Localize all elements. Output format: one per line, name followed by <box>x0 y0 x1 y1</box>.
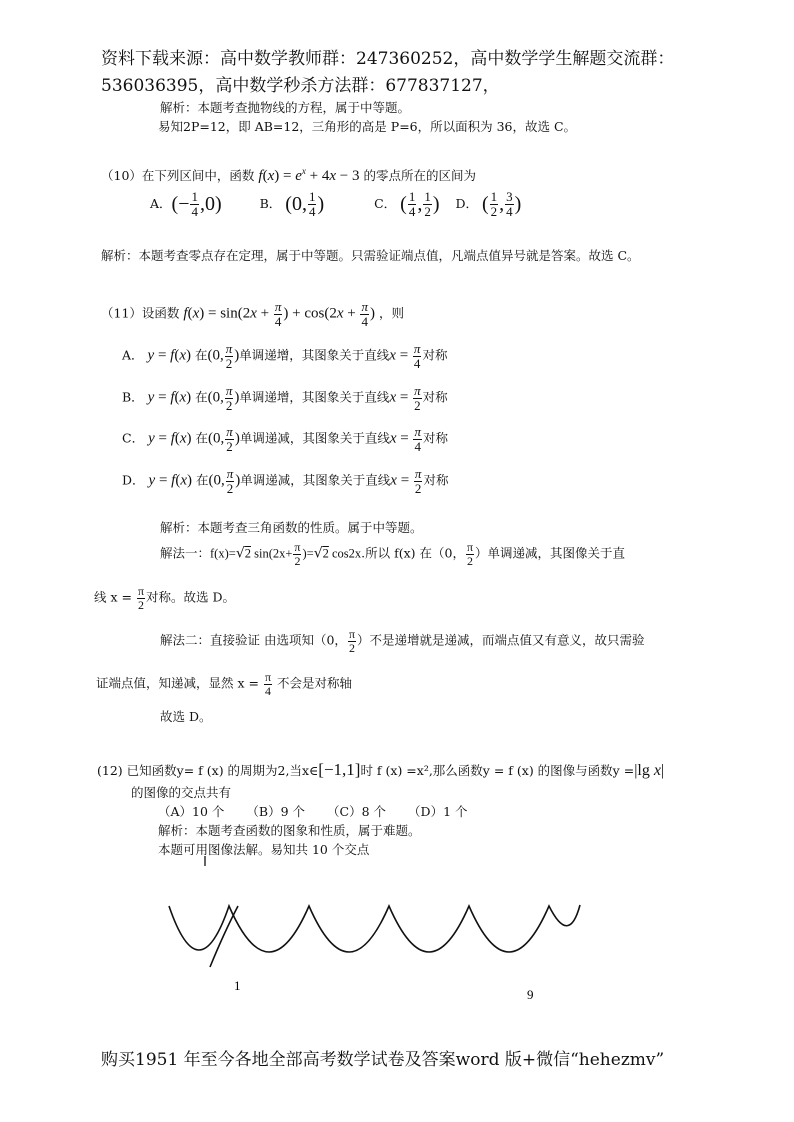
q11-option-d: D． y = f(x) 在(0, $\frac{\pi}{2}$ )单调递减，其图象关于直线x = $\frac{\pi}{2}$ 对称 <box>122 466 449 496</box>
q11-analysis: 解析：本题考查三角函数的性质。属于中等题。 <box>160 520 423 535</box>
q10-option-b: B． (0, $\frac{1}{4}$ ) <box>259 189 325 219</box>
q10-analysis: 解析：本题考查零点存在定理，属于中等题。只需验证端点值，凡端点值异号就是答案。故选 C。 <box>101 248 640 263</box>
q11-number: （11） <box>101 305 142 321</box>
q12-stem-line-2: 的图像的交点共有 <box>131 785 232 800</box>
footer-note: 购买1951 年至今各地全部高考数学试卷及答案word 版+微信“hehezmv” <box>101 1050 665 1070</box>
header-line-2: 536036395，高中数学秒杀方法群：677837127， <box>101 76 500 96</box>
q11-stem-post: ，则 <box>378 305 404 321</box>
q10-number: （10） <box>101 168 142 183</box>
q11-method-2: 解法二：直接验证 由选项知（0， $\frac{\pi}{2}$ ）不是递增就是递减，而端点值又有意义，故只需验 <box>160 627 645 655</box>
q12-option-b: （B）9 个 <box>246 804 306 819</box>
q12-analysis-2: 本题可用图像法解。易知共 10 个交点 <box>158 842 370 857</box>
q12-option-d: （D）1 个 <box>408 804 468 819</box>
q12-analysis-1: 解析：本题考查函数的图象和性质，属于难题。 <box>158 823 421 838</box>
q12-stem: (12) 已知函数y= f (x) 的周期为2,当x∈[−1,1]时 f (x) =x²,那么函数y = f (x) 的图像与函数y =|lg x| <box>97 760 665 779</box>
q10-option-c: C． ( $\frac{1}{4}$ , $\frac{1}{2}$ ) <box>374 189 440 219</box>
q10-stem-pre: 在下列区间中，函数 <box>141 168 255 183</box>
q11-option-c: C． y = f(x) 在(0, $\frac{\pi}{2}$ )单调递减，其图象关于直线x = $\frac{\pi}{4}$ 对称 <box>122 424 448 454</box>
q11-option-b: B． y = f(x) 在(0, $\frac{\pi}{2}$ )单调递增，其图象关于直线x = $\frac{\pi}{2}$ 对称 <box>122 383 448 413</box>
q11-method-1-line-2: 线 x = $\frac{\pi}{2}$ 对称。故选 D。 <box>94 584 236 612</box>
graph-label-right: 9 <box>527 987 534 1002</box>
q10-option-d: D． ( $\frac{1}{2}$ , $\frac{3}{4}$ ) <box>455 189 522 219</box>
q9-analysis-2: 易知2P=12，即 AB=12，三角形的高是 P=6，所以面积为 36，故选 C。 <box>158 119 577 134</box>
q10-option-a: A．(− $\frac{1}{4}$ ,0) <box>150 189 222 219</box>
periodic-parabola-curve <box>169 905 580 952</box>
q11-stem-pre: 设函数 <box>141 305 180 321</box>
q11-method-2-line-2: 证端点值，知递减，显然 x = $\frac{\pi}{4}$ 不会是对称轴 <box>96 670 353 698</box>
q9-analysis-1: 解析：本题考查抛物线的方程，属于中等题。 <box>160 100 411 115</box>
q11-method-2-line-3: 故选 D。 <box>160 709 212 724</box>
q11-method-1: 解法一：f(x)=√2 sin(2x+ $\frac{\pi}{2}$ )=√2 cos2x.所以 f(x) 在（0， $\frac{\pi}{2}$ ）单调递减，其图像关于直 <box>160 540 626 568</box>
q10-stem: （10）在下列区间中，函数 $f(x) = e^x + 4x - 3$ 的零点所在的区间为 <box>101 166 476 184</box>
q12-option-c: （C）8 个 <box>327 804 387 819</box>
q10-stem-post: 的零点所在的区间为 <box>363 168 476 183</box>
header-line-1: 资料下载来源：高中数学教师群：247360252，高中数学学生解题交流群： <box>101 49 675 69</box>
graph-label-left: 1 <box>234 978 241 993</box>
q11-stem: （11）设函数 f(x) = sin(2x + $\frac{\pi}{4}$ ) + cos(2x + $\frac{\pi}{4}$ ) ，则 <box>101 299 404 329</box>
q11-option-a: A． y = f(x) 在(0, $\frac{\pi}{2}$ )单调递增，其图象关于直线x = $\frac{\pi}{4}$ 对称 <box>122 341 448 371</box>
lg-abs-curve <box>210 906 238 967</box>
q12-option-a: （A）10 个 <box>158 804 225 819</box>
q12-number: (12) <box>97 763 123 778</box>
